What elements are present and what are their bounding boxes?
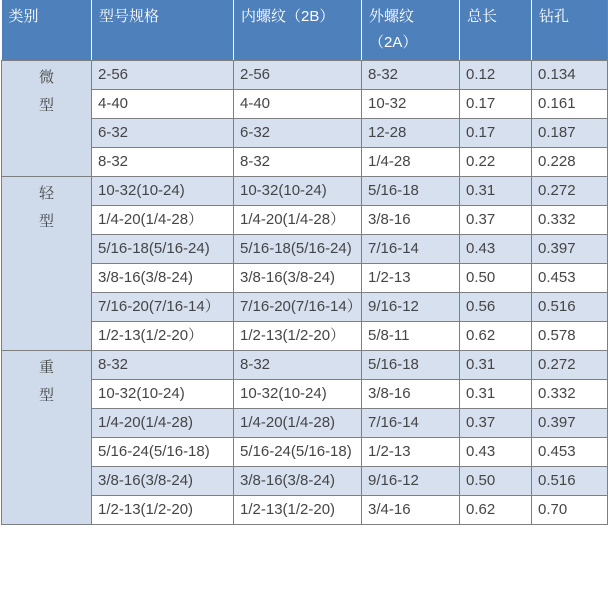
drill-hole-cell: 0.228 [532,148,608,177]
category-cell [2,61,92,177]
model-spec-cell: 3/8-16(3/8-24) [92,467,234,496]
internal-thread-cell: 10-32(10-24) [234,380,362,409]
total-length-cell: 0.22 [460,148,532,177]
table-row [2,264,608,293]
internal-thread-cell: 8-32 [234,148,362,177]
table-row [2,177,608,206]
internal-thread-cell: 7/16-20(7/16-14） [234,293,362,322]
model-spec-cell: 8-32 [92,351,234,380]
table-row [2,438,608,467]
total-length-cell: 0.12 [460,61,532,90]
column-header-drill-hole: 钻孔 [532,0,608,61]
table-row [2,293,608,322]
category-label: 微型 [38,69,54,114]
internal-thread-cell: 2-56 [234,61,362,90]
table-row [2,322,608,351]
external-thread-cell: 5/8-11 [362,322,460,351]
table-row [2,351,608,380]
total-length-cell: 0.17 [460,119,532,148]
drill-hole-cell: 0.578 [532,322,608,351]
category-cell [2,351,92,525]
external-thread-cell: 5/16-18 [362,177,460,206]
table-row [2,148,608,177]
category-cell [2,177,92,351]
total-length-cell: 0.50 [460,264,532,293]
column-header-external-thread: 外螺纹（2A） [362,0,460,61]
model-spec-cell: 1/4-20(1/4-28） [92,206,234,235]
external-thread-cell: 7/16-14 [362,409,460,438]
internal-thread-cell: 1/4-20(1/4-28） [234,206,362,235]
model-spec-cell: 8-32 [92,148,234,177]
thread-spec-table [1,0,608,525]
external-thread-cell: 3/8-16 [362,206,460,235]
table-row [2,119,608,148]
total-length-cell: 0.62 [460,322,532,351]
total-length-cell: 0.37 [460,206,532,235]
drill-hole-cell: 0.397 [532,235,608,264]
model-spec-cell: 4-40 [92,90,234,119]
table-row [2,206,608,235]
external-thread-cell: 3/4-16 [362,496,460,525]
drill-hole-cell: 0.272 [532,177,608,206]
total-length-cell: 0.31 [460,351,532,380]
column-header-total-length: 总长 [460,0,532,61]
drill-hole-cell: 0.161 [532,90,608,119]
total-length-cell: 0.43 [460,235,532,264]
total-length-cell: 0.50 [460,467,532,496]
internal-thread-cell: 10-32(10-24) [234,177,362,206]
category-label: 轻型 [38,185,54,230]
model-spec-cell: 1/2-13(1/2-20） [92,322,234,351]
table-row [2,496,608,525]
table-row [2,380,608,409]
drill-hole-cell: 0.453 [532,438,608,467]
table-row [2,235,608,264]
model-spec-cell: 2-56 [92,61,234,90]
total-length-cell: 0.43 [460,438,532,467]
internal-thread-cell: 1/4-20(1/4-28) [234,409,362,438]
external-thread-cell: 9/16-12 [362,293,460,322]
model-spec-cell: 3/8-16(3/8-24) [92,264,234,293]
external-thread-cell: 3/8-16 [362,380,460,409]
internal-thread-cell: 5/16-24(5/16-18) [234,438,362,467]
model-spec-cell: 5/16-24(5/16-18) [92,438,234,467]
internal-thread-cell: 1/2-13(1/2-20) [234,496,362,525]
drill-hole-cell: 0.187 [532,119,608,148]
external-thread-cell: 8-32 [362,61,460,90]
total-length-cell: 0.31 [460,177,532,206]
internal-thread-cell: 4-40 [234,90,362,119]
model-spec-cell: 6-32 [92,119,234,148]
drill-hole-cell: 0.332 [532,206,608,235]
model-spec-cell: 1/2-13(1/2-20) [92,496,234,525]
column-header-model-spec: 型号规格 [92,0,234,61]
drill-hole-cell: 0.70 [532,496,608,525]
external-thread-cell: 1/2-13 [362,438,460,467]
drill-hole-cell: 0.134 [532,61,608,90]
model-spec-cell: 10-32(10-24) [92,177,234,206]
drill-hole-cell: 0.272 [532,351,608,380]
category-label: 重型 [38,359,54,404]
external-thread-cell: 1/2-13 [362,264,460,293]
column-header-internal-thread: 内螺纹（2B） [234,0,362,61]
internal-thread-cell: 6-32 [234,119,362,148]
drill-hole-cell: 0.516 [532,467,608,496]
drill-hole-cell: 0.397 [532,409,608,438]
drill-hole-cell: 0.332 [532,380,608,409]
model-spec-cell: 7/16-20(7/16-14） [92,293,234,322]
table-row [2,409,608,438]
external-thread-cell: 7/16-14 [362,235,460,264]
external-thread-cell: 5/16-18 [362,351,460,380]
internal-thread-cell: 1/2-13(1/2-20） [234,322,362,351]
drill-hole-cell: 0.453 [532,264,608,293]
total-length-cell: 0.17 [460,90,532,119]
table-row [2,90,608,119]
internal-thread-cell: 5/16-18(5/16-24) [234,235,362,264]
drill-hole-cell: 0.516 [532,293,608,322]
external-thread-cell: 12-28 [362,119,460,148]
total-length-cell: 0.31 [460,380,532,409]
internal-thread-cell: 8-32 [234,351,362,380]
model-spec-cell: 1/4-20(1/4-28) [92,409,234,438]
model-spec-cell: 10-32(10-24) [92,380,234,409]
header-row [2,0,608,61]
external-thread-cell: 10-32 [362,90,460,119]
internal-thread-cell: 3/8-16(3/8-24) [234,264,362,293]
table-row [2,467,608,496]
column-header-category: 类别 [2,0,92,61]
table-row [2,61,608,90]
total-length-cell: 0.56 [460,293,532,322]
total-length-cell: 0.62 [460,496,532,525]
internal-thread-cell: 3/8-16(3/8-24) [234,467,362,496]
external-thread-cell: 1/4-28 [362,148,460,177]
external-thread-cell: 9/16-12 [362,467,460,496]
model-spec-cell: 5/16-18(5/16-24) [92,235,234,264]
total-length-cell: 0.37 [460,409,532,438]
